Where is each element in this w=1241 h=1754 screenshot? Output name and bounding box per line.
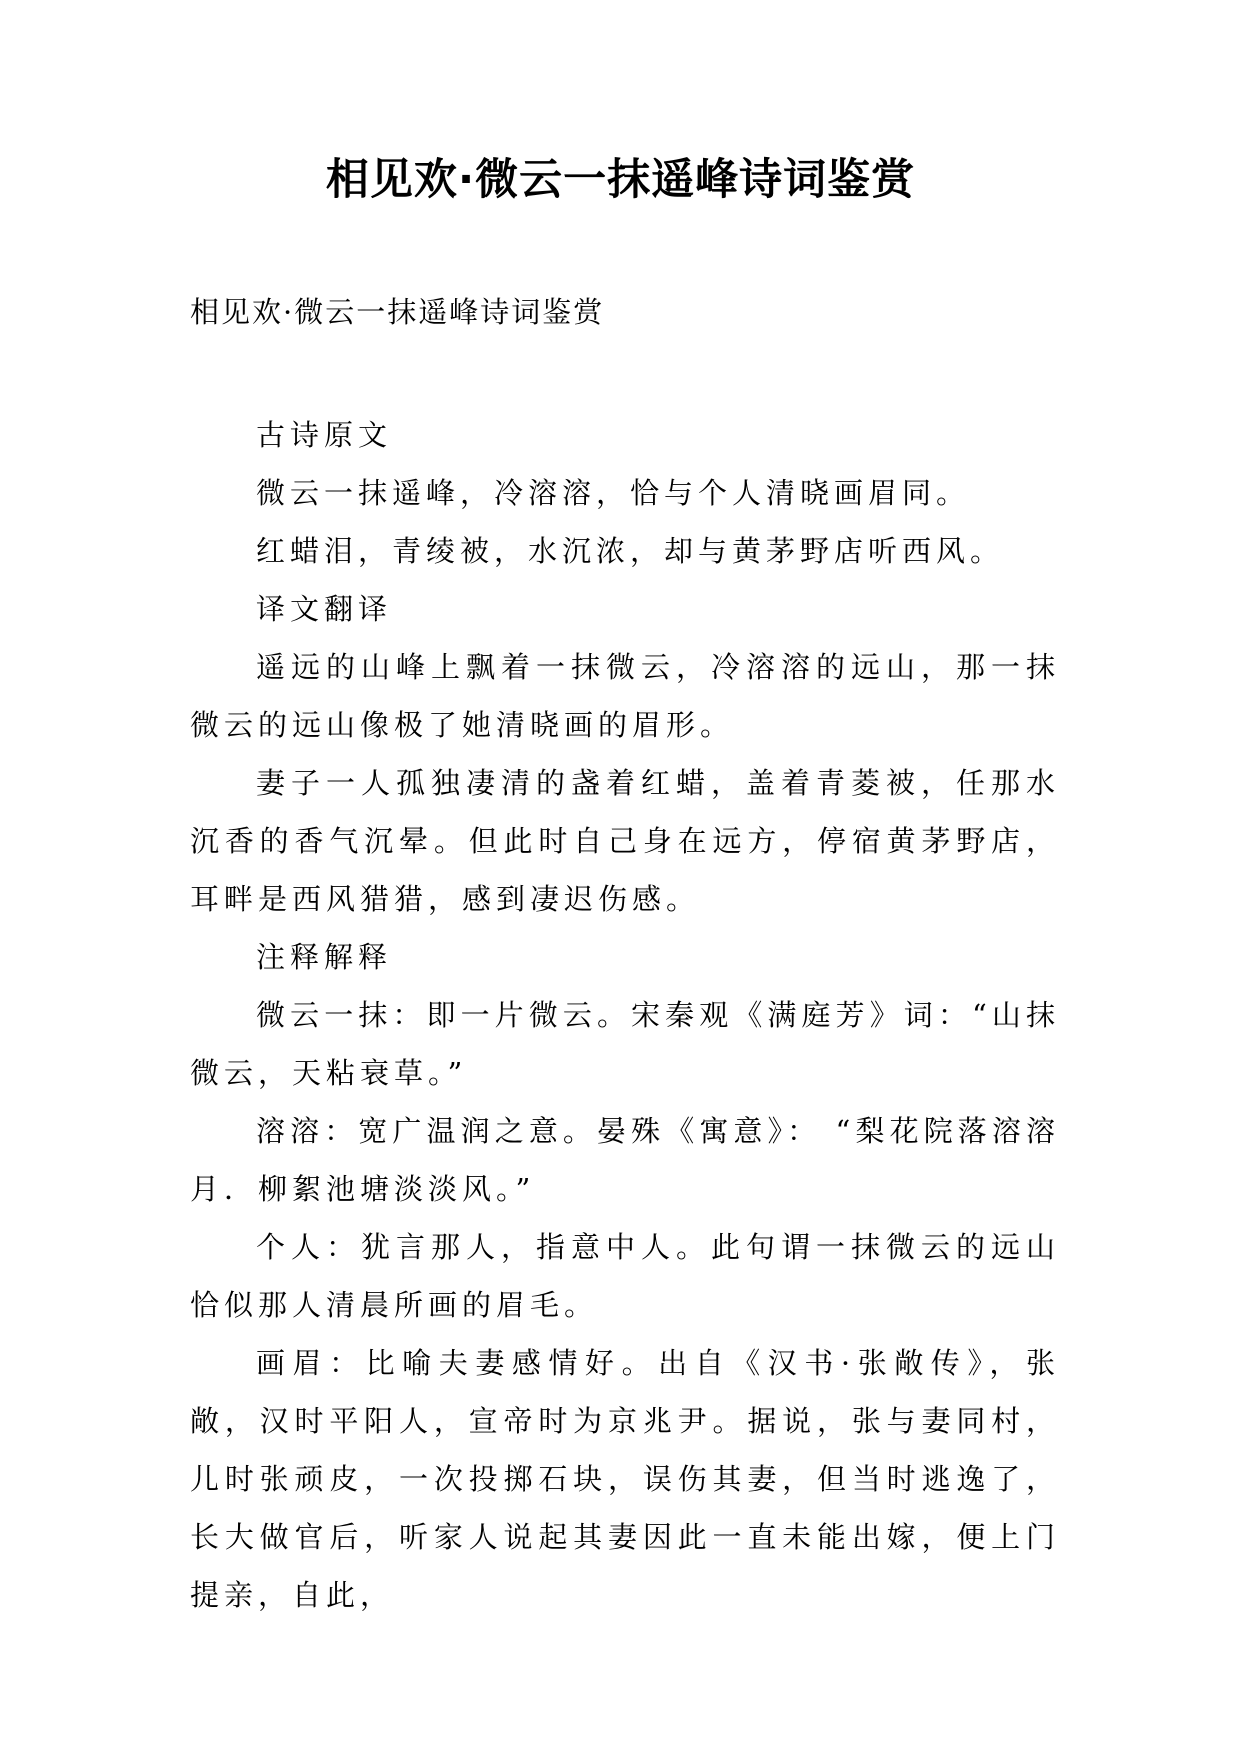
heading-annotations: 注释解释: [256, 940, 393, 974]
annotation-rongrong: 溶溶：宽广温润之意。晏殊《寓意》： “梨花院落溶溶月．柳絮池塘淡淡风。”: [190, 1114, 1060, 1206]
translation-paragraph-2: 妻子一人孤独凄清的盏着红蜡，盖着青菱被，任那水沉香的香气沉晕。但此时自己身在远方，停宿黄茅野店，耳畔是西风猎猎，感到凄迟伤感。: [190, 766, 1060, 916]
heading-translation: 译文翻译: [256, 592, 393, 626]
document-subtitle: 相见欢·微云一抹遥峰诗词鉴赏: [190, 295, 605, 329]
annotation-geren: 个人：犹言那人，指意中人。此句谓一抹微云的远山恰似那人清晨所画的眉毛。: [190, 1230, 1060, 1322]
document-body: [190, 406, 1060, 1624]
annotation-huamei: 画眉：比喻夫妻感情好。出自《汉书·张敞传》，张敞，汉时平阳人，宣帝时为京兆尹。据说，张与妻同村，儿时张顽皮，一次投掷石块，误伤其妻，但当时逃逸了，长大做官后，听家人说起其妻因此一直未能出嫁，便上门提亲，自此，: [190, 1346, 1060, 1612]
annotation-weiyun: 微云一抹：即一片微云。宋秦观《满庭芳》词：“山抹微云，天粘衰草。”: [190, 998, 1060, 1090]
heading-original-text: 古诗原文: [256, 418, 393, 452]
poem-line-2: 红蜡泪，青绫被，水沉浓，却与黄茅野店听西风。: [256, 534, 1005, 568]
translation-paragraph-1: 遥远的山峰上飘着一抹微云，冷溶溶的远山，那一抹微云的远山像极了她清晓画的眉形。: [190, 650, 1060, 742]
poem-line-1: 微云一抹遥峰，冷溶溶，恰与个人清晓画眉同。: [256, 476, 971, 510]
document-title: 相见欢·微云一抹遥峰诗词鉴赏: [325, 155, 916, 205]
